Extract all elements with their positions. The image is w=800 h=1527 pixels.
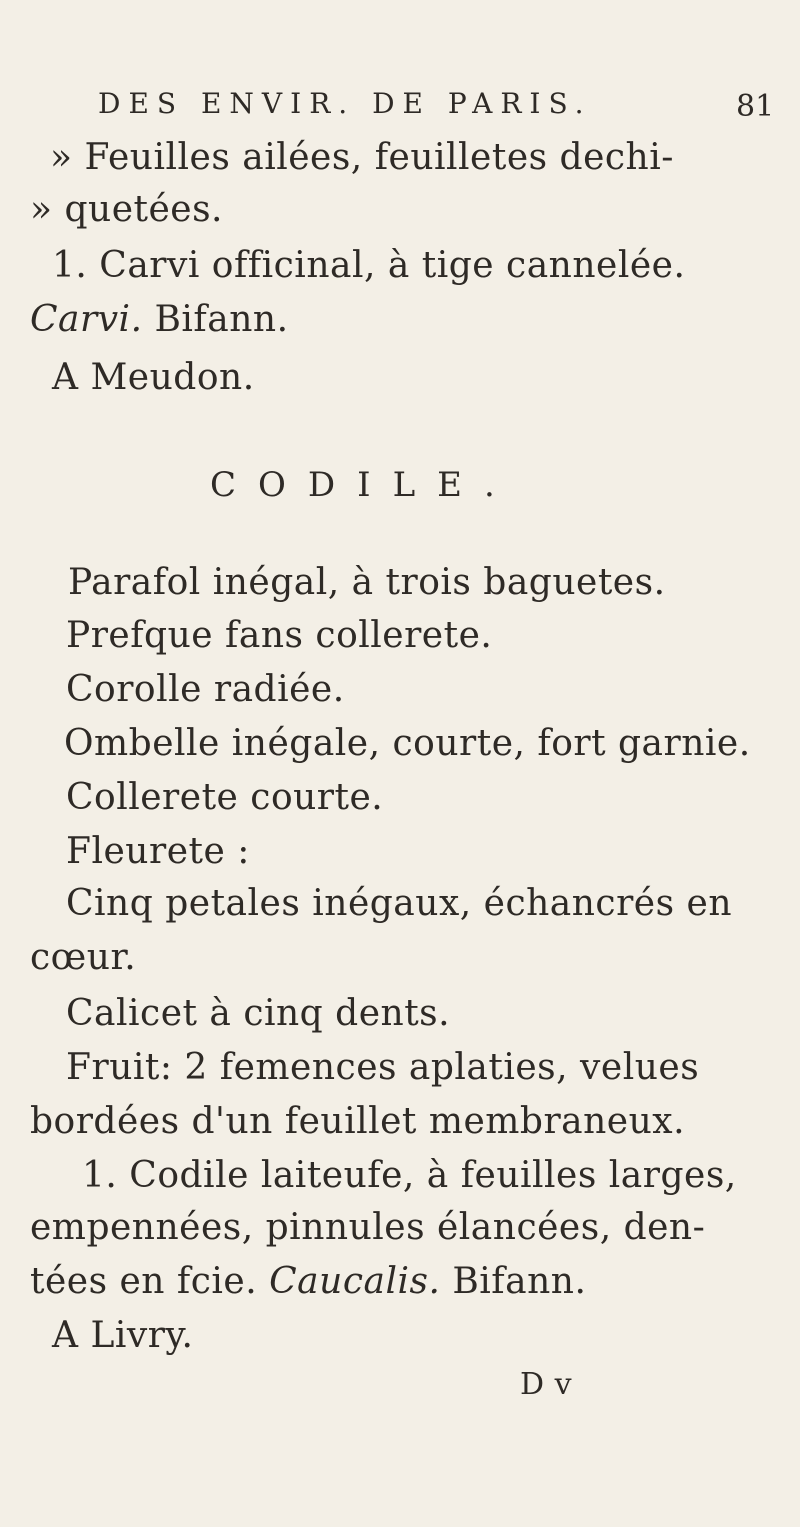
latin-name: Caucalis. (269, 1261, 441, 1302)
text-line: Corolle radiée. (66, 669, 345, 710)
text-line (30, 299, 289, 340)
text-line: Fruit: 2 femences aplaties, velues (66, 1047, 700, 1088)
text-line: bordées d'un feuillet membraneux. (30, 1101, 686, 1142)
locality-line: A Livry. (52, 1315, 194, 1356)
latin-name: Carvi. (30, 299, 143, 340)
text-line: empennées, pinnules élancées, den- (30, 1207, 706, 1248)
text-line (30, 1261, 587, 1302)
page-number: 81 (736, 89, 775, 124)
author-abbrev: Bifann. (440, 1261, 587, 1302)
text-line: Cinq petales inégaux, échancrés en (66, 883, 733, 924)
text-line: » Feuilles ailées, feuilletes dechi- (50, 137, 674, 178)
text-line: Ombelle inégale, courte, fort garnie. (64, 723, 751, 764)
text-line: Calicet à cinq dents. (66, 993, 451, 1034)
text-line: Parafol inégal, à trois baguetes. (68, 562, 666, 603)
text-line: cœur. (30, 937, 137, 978)
text-line: Collerete courte. (66, 777, 384, 818)
text-line: Prefque fans collerete. (66, 615, 493, 656)
running-title (98, 87, 592, 120)
text-line: Fleurete : (66, 831, 250, 872)
text-segment: tées en fcie. (30, 1261, 270, 1302)
text-line: 1. Carvi officinal, à tige cannelée. (52, 245, 686, 286)
text-line: » quetées. (30, 189, 223, 230)
text-line: 1. Codile laiteufe, à feuilles larges, (82, 1155, 737, 1196)
locality-line: A Meudon. (52, 357, 255, 398)
running-title-text: DES ENVIR. DE PARIS. (98, 87, 592, 120)
section-title: CODILE. (210, 465, 517, 505)
author-abbrev: Bifann. (142, 299, 289, 340)
catchword: D v (520, 1367, 573, 1402)
